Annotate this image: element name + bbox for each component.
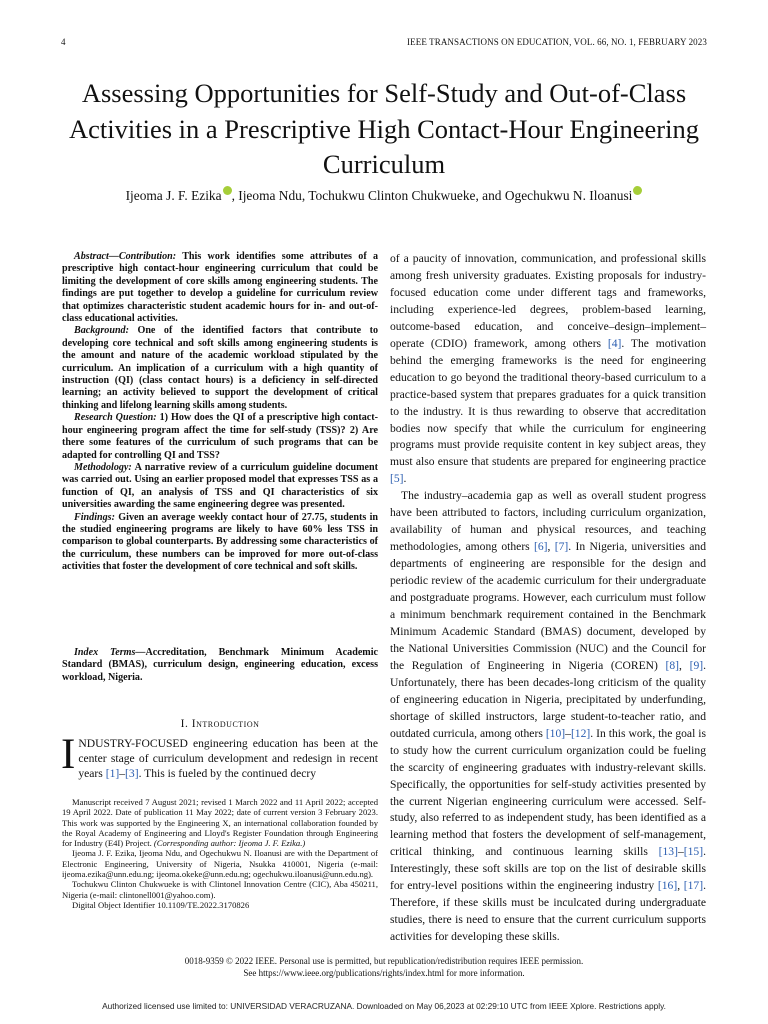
citation-link[interactable]: [16] (657, 879, 678, 893)
index-terms: Index Terms—Accreditation, Benchmark Minimum Academic Standard (BMAS), curriculum design, engineering education, excess workload, Nigeria. (62, 647, 378, 683)
intro-paragraph: INDUSTRY-FOCUSED engineering education has been at the center stage of curriculum development and redesign in recent years [1]–[3]. This is fueled by the continued decry (61, 731, 378, 780)
footnote-manuscript: Manuscript received 7 August 2021; revised 1 March 2022 and 11 April 2022; accepted 19 April 2022. Date of publication 11 May 2022; date of current version 3 February 2023. This work was supported by the Engineering X, an international collaboration founded by the Royal Academy of Engineering and Lloyd's Register Foundation through Engineering for Industry (E4I) Project. (Corresponding author: Ijeoma J. F. Ezika.) (62, 797, 378, 849)
citation-link[interactable]: [4] (607, 336, 622, 350)
abstract-contribution: Abstract—Contribution: This work identifies some attributes of a prescriptive high contact-hour engineering curriculum that could be limiting the development of core skills among engineering students. The findings are put together to develop a guideline for curriculum review that optimizes characteristic student academic hours for in- and out-of-class educational activities. (62, 251, 378, 325)
citation-link[interactable]: [8] (665, 658, 680, 672)
citation-link[interactable]: [12] (570, 726, 591, 740)
orcid-icon[interactable] (223, 186, 232, 195)
citation-link[interactable]: [3] (125, 767, 139, 780)
footnote-affiliation: Ijeoma J. F. Ezika, Ijeoma Ndu, and Ogechukwu N. Iloanusi are with the Department of Electronic Engineering, University of Nigeria, Nsukka 410001, Nigeria (e-mail: ijeoma.ezika@unn.edu.ng; ijeoma.okeke@unn.edu.ng; ogechukwu.iloanusi@unn.edu.ng). (62, 848, 378, 880)
authors-rest: , Ijeoma Ndu, Tochukwu Clinton Chukwueke, and Ogechukwu N. Iloanusi (231, 188, 633, 203)
footnote-doi: Digital Object Identifier 10.1109/TE.2022.3170826 (72, 899, 250, 910)
footnote-affiliation: Tochukwu Clinton Chukwueke is with Clintonel Innovation Centre (CIC), Aba 450211, Nigeria (e-mail: clintonell001@yahoo.com). (62, 879, 378, 900)
citation-link[interactable]: [1] (105, 767, 120, 780)
citation-link[interactable]: [17] (683, 879, 704, 893)
right-column-body (390, 251, 706, 946)
drop-cap: I (61, 731, 76, 778)
abstract-research-question: Research Question: 1) How does the QI of a prescriptive high contact-hour engineering program affect the time for self-study (TSS)? 2) Are there some features of the curriculum of such programs that can be adapted for controlling QI and TSS? (62, 412, 378, 461)
author-list (60, 186, 708, 204)
body-paragraph: of a paucity of innovation, communication, and professional skills among fresh university graduates. Existing proposals for industry-focused education come under different tags and frameworks, including experience-led degrees, problem-based learning, outcome-based education, and conceive–design–implement–operate (CDIO) framework, among others [4]. The motivation behind the emerging frameworks is the need for engineering education to go beyond the traditional theory-based curriculum to a practice-based system that prepares graduates for a quick transition to the industry. It is thus rewarding to observe that accreditation bodies now specify that while the curriculum for engineering programs must provide requisite content in key subject areas, they must also ensure that students are prepared for engineering practice [5]. (390, 252, 706, 486)
copyright-notice: 0018-9359 © 2022 IEEE. Personal use is permitted, but republication/redistribution requires IEEE permission. See https://www.ieee.org/publications/rights/index.html for more information. (184, 956, 584, 978)
license-banner: Authorized licensed use limited to: UNIVERSIDAD VERACRUZANA. Downloaded on May 06,2023 at 02:29:10 UTC from IEEE Xplore. Restrictions apply. (102, 1001, 666, 1011)
abstract (62, 251, 378, 574)
abstract-findings: Findings: Given an average weekly contact hour of 27.75, students in the studied engineering programs are likely to have 60% less TSS in comparison to global counterparts. By addressing some characteristics of the curriculum, these numbers can be improved for more out-of-class activities that foster the development of core technical and soft skills. (62, 511, 378, 573)
citation-link[interactable]: [7] (554, 540, 569, 554)
citation-link[interactable]: [6] (534, 540, 548, 554)
journal-header: IEEE TRANSACTIONS ON EDUCATION, VOL. 66, NO. 1, FEBRUARY 2023 (407, 37, 707, 47)
footnotes (62, 797, 378, 910)
body-paragraph: The industry–academia gap as well as overall student progress have been attributed to factors, including curriculum organization, availability of human and physical resources, and teaching methodologies, among others [6], [7]. In Nigeria, universities and departments of engineering are responsible for the design and periodic review of the academic curriculum for their undergraduate and postgraduate programs. However, each curriculum must follow a minimum benchmark requirement contained in the Benchmark Minimum Academic Standard (BMAS) document, developed by the National Universities Commission (NUC) and the Council for the Regulation of Engineering in Nigeria (COREN) [8], [9]. Unfortunately, there has been decades-long criticism of the quality of engineering education in Nigeria, precipitated by underfunding, shortage of skilled instructors, large student-to-teacher ratio, and outdated curricula, among others [10]–[12]. In this work, the goal is to study how the current curriculum organization could be fueling the scarcity of engineering graduates with industry-relevant skills. Specifically, the opportunities for self-study activities presented by the current Nigerian engineering curriculum were accessed. Self-study, also referred to as independent study, has been identified as a learning method that fosters the development of self-management, critical thinking, and continuous learning skills [13]–[15]. Interestingly, these soft skills are top on the list of desirable skills for entry-level positions within the engineering industry [16], [17]. Therefore, if these skills must be inculcated during undergraduate studies, there is need to ensure that the current curriculum supports activities for developing these skills. (390, 489, 707, 944)
author-1: Ijeoma J. F. Ezika (125, 188, 222, 203)
citation-link[interactable]: [9] (689, 658, 704, 672)
abstract-methodology: Methodology: A narrative review of a curriculum guideline document was carried out. Using an earlier proposed model that expresses TSS as a function of QI, an analysis of TSS and QI characteristics of six universities awarding the same engineering degree was presented. (62, 461, 378, 511)
orcid-icon[interactable] (633, 186, 642, 195)
section-heading: I. Introduction (180, 717, 260, 730)
page-number: 4 (61, 37, 66, 47)
citation-link[interactable]: [13] (658, 845, 678, 859)
paper-title: Assessing Opportunities for Self-Study and Out-of-Class Activities in a Prescriptive High Contact-Hour Engineering Curriculum (69, 78, 699, 179)
abstract-background: Background: One of the identified factors that contribute to developing core technical and soft skills among engineering students is the amount and nature of the academic workload stipulated by the curriculum. An implication of a curriculum with a high quantity of instruction (QI) (class contact hours) is a deficiency in self-directed learning; an activity believed to support the development of critical thinking and lifelong learning skills among students. (62, 325, 378, 411)
citation-link[interactable]: [15] (683, 845, 704, 859)
citation-link[interactable]: [10] (545, 726, 566, 740)
citation-link[interactable]: [5] (390, 472, 404, 486)
